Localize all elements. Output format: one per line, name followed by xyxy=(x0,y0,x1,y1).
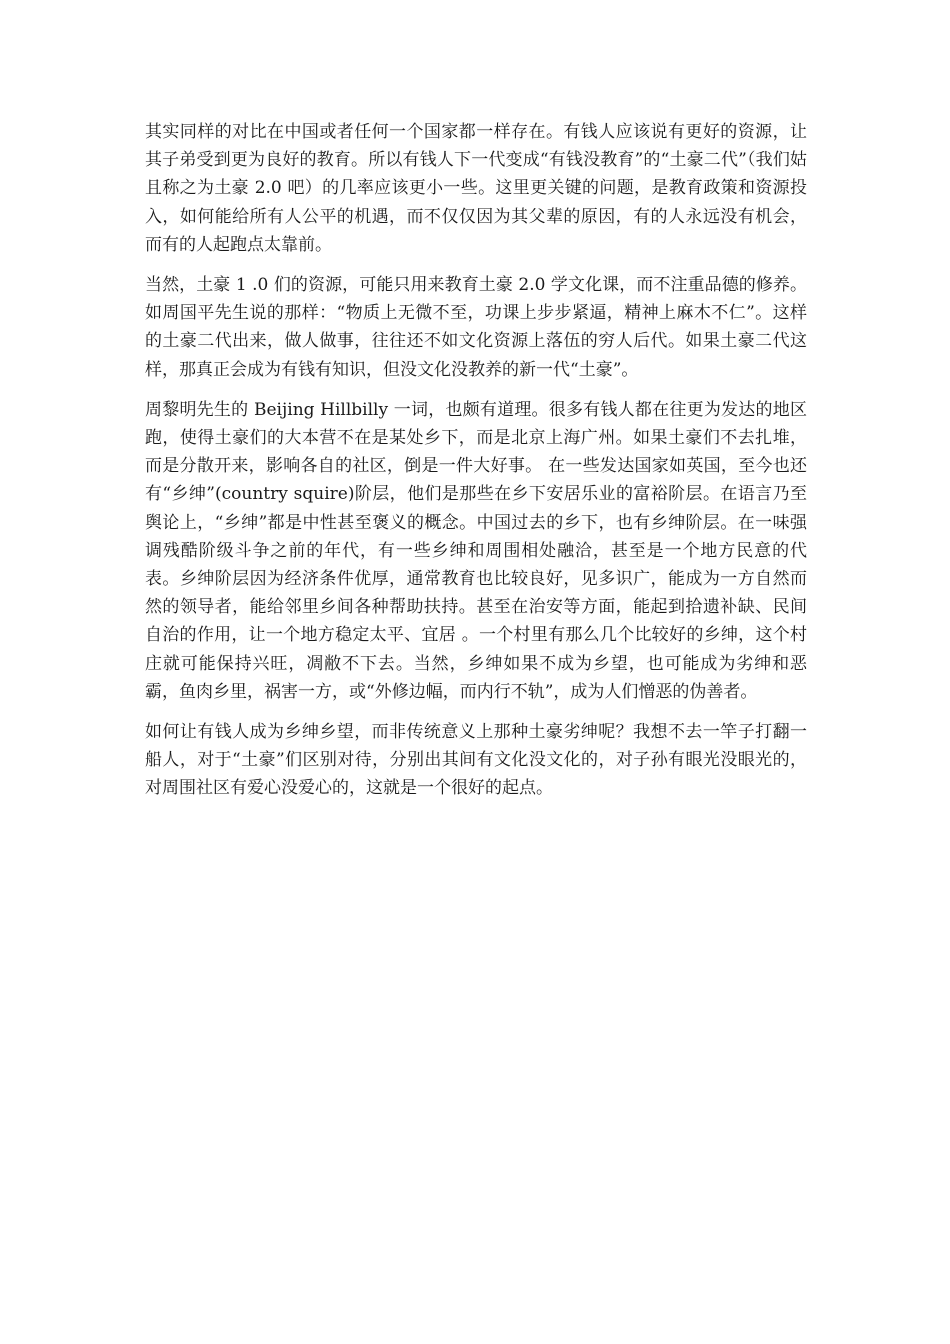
paragraph-4: 如何让有钱人成为乡绅乡望，而非传统意义上那种土豪劣绅呢？我想不去一竿子打翻一船人，对于“土豪”们区别对待，分别出其间有文化没文化的，对子孙有眼光没眼光的，对周围社区有爱心没爱心的，这就是一个很好的起点。 xyxy=(145,722,807,799)
paragraph-2: 当然，土豪 1 .0 们的资源，可能只用来教育土豪 2.0 学文化课，而不注重品德的修养。如周国平先生说的那样：“物质上无微不至，功课上步步紧逼，精神上麻木不仁”。这样的土豪二代出来，做人做事，往往还不如文化资源上落伍的穷人后代。如果土豪二代这样，那真正会成为有钱有知识，但没文化没教养的新一代“土豪”。 xyxy=(145,275,807,380)
paragraph-3: 周黎明先生的 Beijing Hillbilly 一词，也颇有道理。很多有钱人都在往更为发达的地区跑，使得土豪们的大本营不在是某处乡下，而是北京上海广州。如果土豪们不去扎堆，而是分散开来，影响各自的社区，倒是一件大好事。 在一些发达国家如英国，至今也还有“乡绅”(country squire)阶层，他们是那些在乡下安居乐业的富裕阶层。在语言乃至舆论上，“乡绅”都是中性甚至褒义的概念。中国过去的乡下，也有乡绅阶层。在一味强调残酷阶级斗争之前的年代，有一些乡绅和周围相处融洽，甚至是一个地方民意的代表。乡绅阶层因为经济条件优厚，通常教育也比较良好，见多识广，能成为一方自然而然的领导者，能给邻里乡间各种帮助扶持。甚至在治安等方面，能起到拾遗补缺、民间自治的作用，让一个地方稳定太平、宜居 。一个村里有那么几个比较好的乡绅，这个村庄就可能保持兴旺，凋敝不下去。当然，乡绅如果不成为乡望，也可能成为劣绅和恶霸，鱼肉乡里，祸害一方，或“外修边幅，而内行不轨”，成为人们憎恶的伪善者。 xyxy=(145,399,807,702)
paragraph-1: 其实同样的对比在中国或者任何一个国家都一样存在。有钱人应该说有更好的资源，让其子弟受到更为良好的教育。所以有钱人下一代变成“有钱没教育”的“土豪二代”（我们姑且称之为土豪 2.0 吧）的几率应该更小一些。这里更关键的问题，是教育政策和资源投入，如何能给所有人公平的机遇，而不仅仅因为其父辈的原因，有的人永远没有机会，而有的人起跑点太靠前。 xyxy=(145,122,807,255)
document-body xyxy=(145,118,807,815)
